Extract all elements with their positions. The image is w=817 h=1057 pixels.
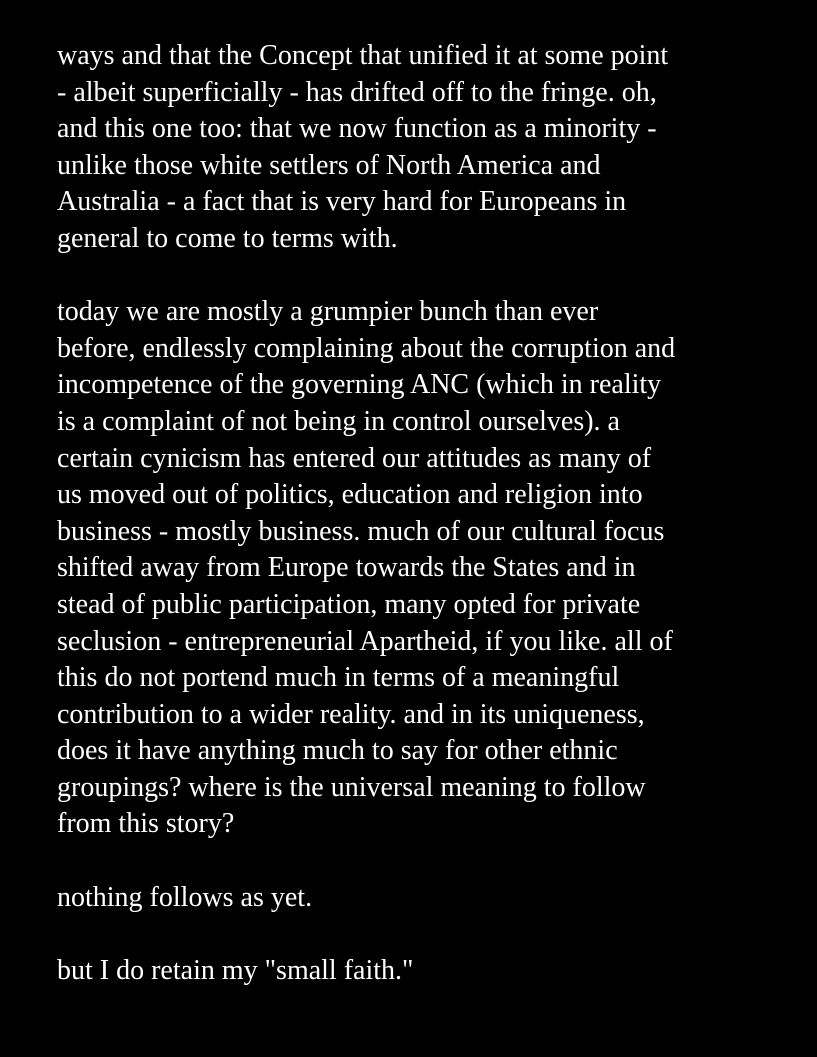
- paragraph-minority: [57, 38, 787, 258]
- text-line: this do not portend much in terms of a meaningful: [57, 662, 620, 694]
- text-line: before, endlessly complaining about the corruption and: [57, 332, 676, 364]
- text-line: certain cynicism has entered our attitudes as many of: [57, 442, 652, 474]
- text-line: unlike those white settlers of North America and: [57, 149, 601, 181]
- paragraph-small-faith: [57, 953, 787, 990]
- text-line: business - mostly business. much of our cultural focus: [57, 515, 665, 547]
- text-line: groupings? where is the universal meaning to follow: [57, 771, 646, 803]
- text-line: us moved out of politics, education and religion into: [57, 479, 643, 511]
- text-line: - albeit superficially - has drifted off to the fringe. oh,: [57, 76, 657, 108]
- text-line: and this one too: that we now function as a minority -: [57, 113, 657, 145]
- paragraph-nothing-follows: [57, 880, 787, 917]
- text-line: nothing follows as yet.: [57, 881, 313, 913]
- text-line: general to come to terms with.: [57, 222, 398, 254]
- text-line: ways and that the Concept that unified it at some point: [57, 40, 669, 71]
- text-line: seclusion - entrepreneurial Apartheid, if you like. all of: [57, 625, 673, 657]
- text-line: today we are mostly a grumpier bunch than ever: [57, 296, 599, 328]
- text-line: contribution to a wider reality. and in its uniqueness,: [57, 698, 645, 730]
- document-page: [57, 38, 787, 1026]
- text-line: incompetence of the governing ANC (which in reality: [57, 369, 662, 401]
- text-line: from this story?: [57, 808, 235, 840]
- paragraph-grumpier-bunch: [57, 294, 787, 843]
- text-line: stead of public participation, many opted for private: [57, 588, 641, 620]
- text-line: shifted away from Europe towards the States and in: [57, 552, 636, 584]
- text-line: Australia - a fact that is very hard for Europeans in: [57, 186, 627, 218]
- text-line: but I do retain my "small faith.": [57, 954, 414, 986]
- text-line: is a complaint of not being in control ourselves). a: [57, 405, 620, 437]
- text-line: does it have anything much to say for other ethnic: [57, 735, 618, 767]
